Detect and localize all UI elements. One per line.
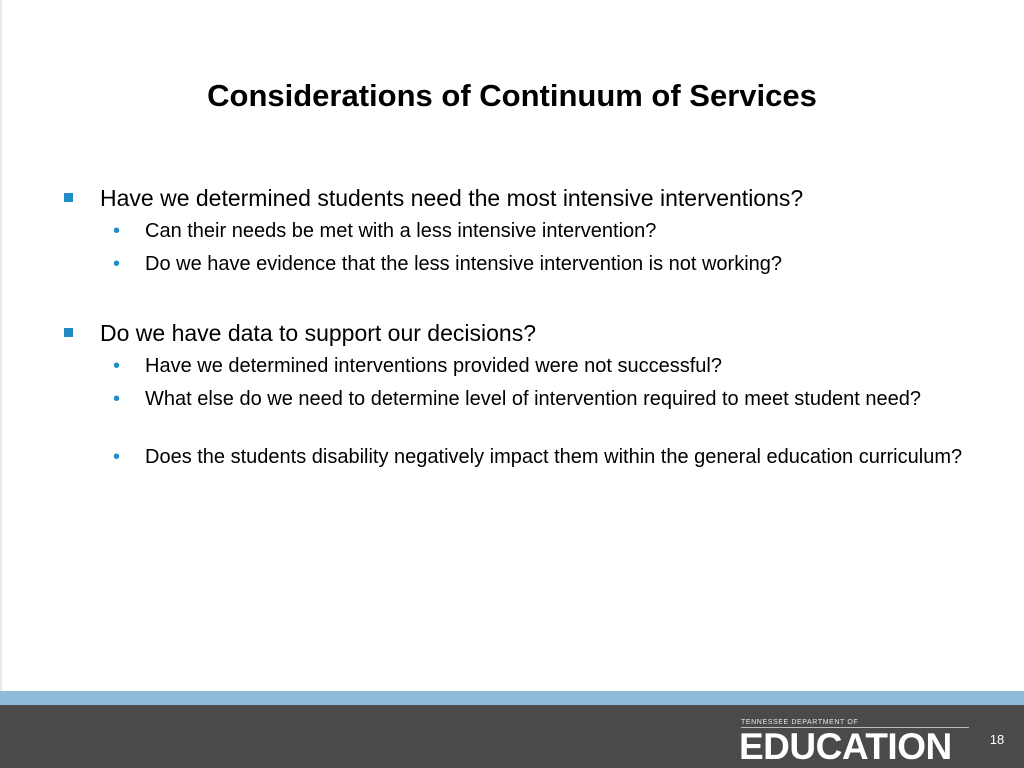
page-number: 18 [989,732,1005,747]
bullet-level1: Do we have data to support our decisions? [100,320,536,346]
bullet-level2: What else do we need to determine level of intervention required to meet student need? [145,388,922,410]
bullet-level1: Have we determined students need the most intensive interventions? [100,185,804,211]
department-label: TENNESSEE DEPARTMENT OF [741,719,859,726]
round-bullet-icon: • [113,355,121,377]
round-bullet-icon: • [113,220,121,242]
footer-stripe [0,691,1024,705]
square-bullet-icon [64,193,73,202]
education-logo: EDUCATION [739,726,952,767]
bullet-level2: Does the students disability negatively impact them within the general education curriculum? [145,446,963,468]
square-bullet-icon [64,328,73,337]
slide-title: Considerations of Continuum of Services [207,78,817,113]
bullet-level2: Can their needs be met with a less intensive intervention? [145,220,657,242]
bullet-level2: Do we have evidence that the less intensive intervention is not working? [145,253,783,275]
round-bullet-icon: • [113,253,121,275]
round-bullet-icon: • [113,388,121,410]
round-bullet-icon: • [113,446,121,468]
bullet-level2: Have we determined interventions provided were not successful? [145,355,722,377]
